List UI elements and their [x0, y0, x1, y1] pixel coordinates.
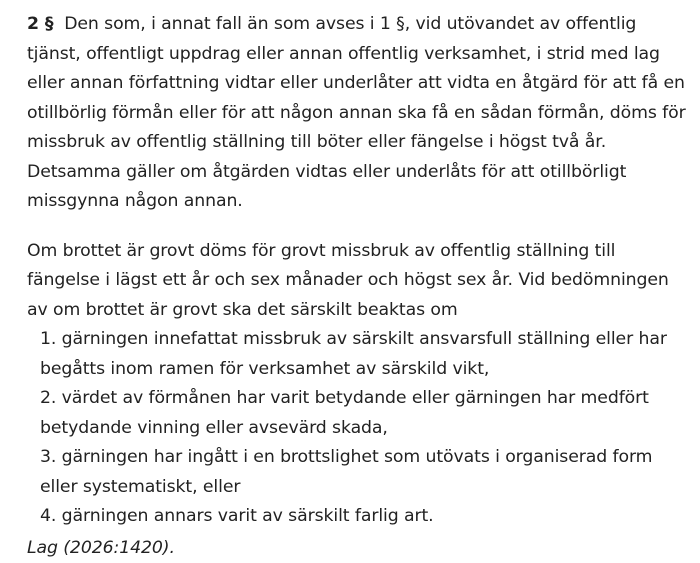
list-item: 4. gärningen annars varit av särskilt farlig art. — [27, 502, 687, 532]
source-reference: Lag (2026:1420). — [27, 534, 687, 563]
section-number: 2 § — [27, 14, 53, 34]
law-section — [27, 10, 687, 563]
list-item: 2. värdet av förmånen har varit betydande eller gärningen har medfört betydande vinning eller avsevärd skada, — [27, 384, 687, 443]
list-item: 1. gärningen innefattat missbruk av särskilt ansvarsfull ställning eller har begåtts inom ramen för verksamhet av särskild vikt, — [27, 325, 687, 384]
paragraph-1-text: Den som, i annat fall än som avses i 1 §, vid utövandet av offentlig tjänst, offentligt uppdrag eller annan offentlig verksamhet, i strid med lag eller annan författning vidtar eller underlåter att vidta en åtgärd för att få en otillbörlig förmån eller för att någon annan ska få en sådan förmån, döms för missbruk av offentlig ställning till böter eller fängelse i högst två år. Detsamma gäller om åtgärden vidtas eller underlåts för att otillbörligt missgynna någon annan. — [27, 14, 686, 211]
list-item: 3. gärningen har ingått i en brottslighet som utövats i organiserad form eller systematiskt, eller — [27, 443, 687, 502]
paragraph-2: Om brottet är grovt döms för grovt missbruk av offentlig ställning till fängelse i lägst ett år och sex månader och högst sex år. Vid bedömningen av om brottet är grovt ska det särskilt beaktas om — [27, 237, 687, 326]
paragraph-1 — [27, 10, 687, 217]
